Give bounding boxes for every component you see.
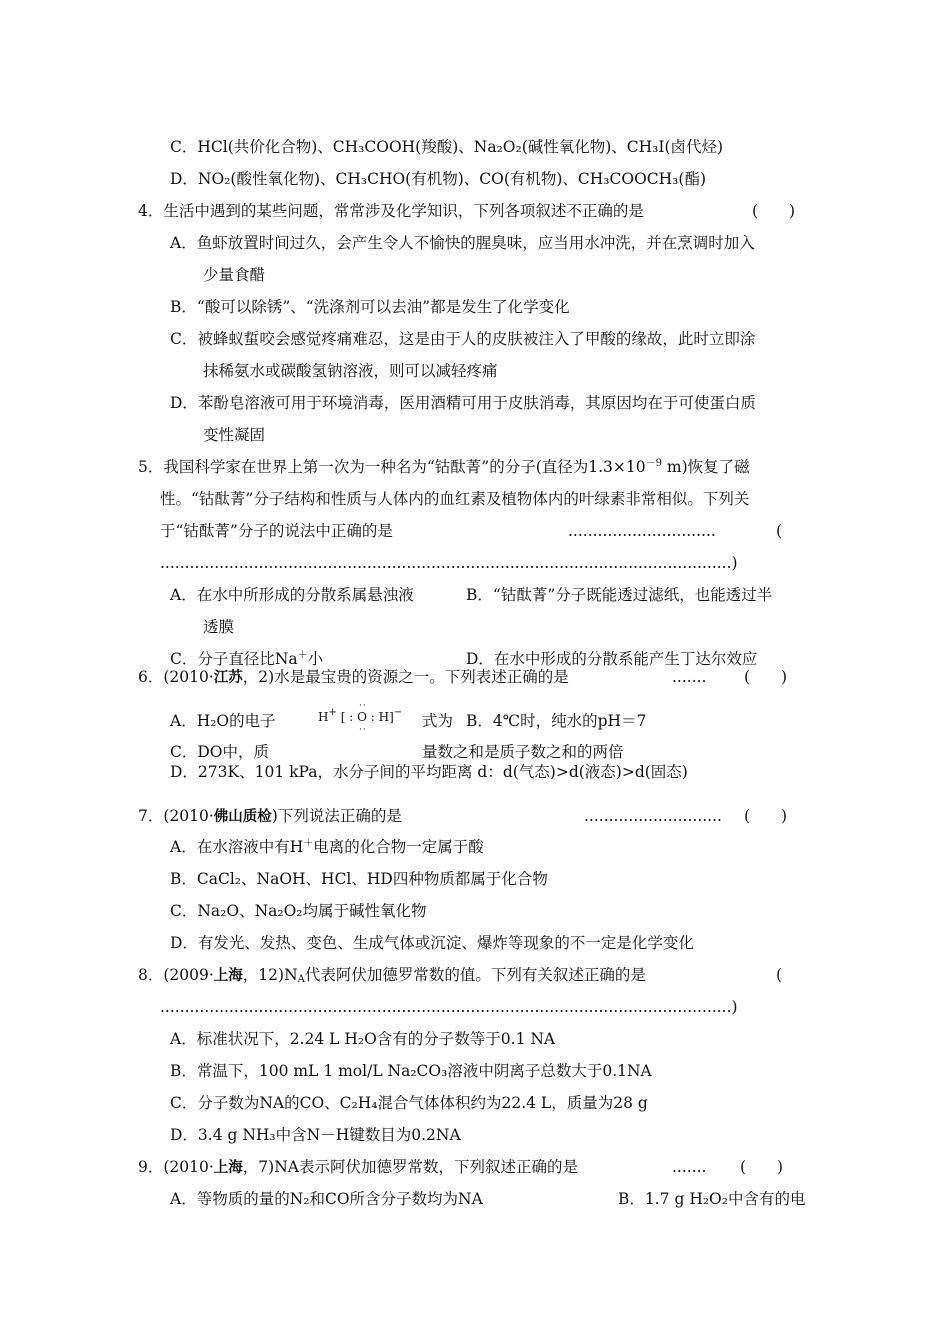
question-6-option-c-pre: C．DO中，质 xyxy=(170,743,269,761)
question-9-option-b: B．1.7 g H₂O₂中含有的电 xyxy=(618,1190,806,1208)
option-3c: C．HCl(共价化合物)、CH₃COOH(羧酸)、Na₂O₂(碱性氧化物)、CH₃I(卤代烃) xyxy=(170,138,724,156)
h-ion: H+ xyxy=(318,707,337,724)
question-6-answer-paren: ( ) xyxy=(744,668,788,686)
option-3d: D．NO₂(酸性氧化物)、CH₃CHO(有机物)、CO(有机物)、CH₃COOCH₃(酯) xyxy=(170,170,706,188)
question-5-dots: .............................. xyxy=(568,522,716,540)
question-5-option-a: A．在水中所形成的分散系属悬浊液 xyxy=(170,586,414,604)
question-8-paren-open: ( xyxy=(776,966,783,984)
question-5-option-d: D．在水中形成的分散系能产生丁达尔效应 xyxy=(466,650,758,668)
question-4-option-a: A．鱼虾放置时间过久，会产生令人不愉快的腥臭味，应当用水冲洗，并在烹调时加入 xyxy=(170,234,755,252)
question-4-option-d-cont: 变性凝固 xyxy=(203,426,266,444)
bracket-left: [ xyxy=(340,710,346,724)
question-5-stem-line3: 于“钴酞菁”分子的说法中正确的是 xyxy=(160,522,393,540)
hydrogen: H xyxy=(378,710,390,724)
question-9-answer-paren: ( ) xyxy=(740,1158,784,1176)
question-4-option-a-cont: 少量食醋 xyxy=(203,266,266,284)
question-7-option-d: D．有发光、发热、变色、生成气体或沉淀、爆炸等现象的不一定是化学变化 xyxy=(170,934,694,952)
question-7-answer-paren: ( ) xyxy=(744,807,788,825)
question-7-option-a: A．在水溶液中有H＋电离的化合物一定属于酸 xyxy=(170,838,484,856)
question-8-option-d: D．3.4 g NH₃中含N－H键数目为0.2NA xyxy=(170,1126,461,1144)
question-7-dots: ............................ xyxy=(584,807,722,825)
question-8-option-c: C．分子数为NA的CO、C₂H₄混合气体体积约为22.4 L，质量为28 g xyxy=(170,1094,648,1112)
colon-left: : xyxy=(349,710,354,724)
question-4-option-b: B．“酸可以除锈”、“洗涤剂可以去油”都是发生了化学变化 xyxy=(170,298,570,316)
question-5-option-b-cont: 透膜 xyxy=(203,618,235,636)
question-6-option-b: B．4℃时，纯水的pH＝7 xyxy=(466,712,647,730)
electron-formula-image xyxy=(318,701,403,735)
question-6-dots: ....... xyxy=(672,668,707,686)
question-8-option-b: B．常温下，100 mL 1 mol/L Na₂CO₃溶液中阴离子总数大于0.1NA xyxy=(170,1062,652,1080)
oxygen: O xyxy=(357,710,367,724)
question-6-stem: 6．(2010·江苏，2)水是最宝贵的资源之一。下列表述正确的是 xyxy=(138,668,569,686)
question-6-option-d: D．273K、101 kPa，水分子间的平均距离 d：d(气态)>d(液态)>d(固态) xyxy=(170,763,688,781)
question-5-option-b: B．“钴酞菁”分子既能透过滤纸，也能透过半 xyxy=(466,586,773,604)
question-9-dots: ....... xyxy=(672,1158,707,1176)
charge-minus: − xyxy=(393,707,403,718)
question-4-option-c-cont: 抹稀氨水或碳酸氢钠溶液，则可以减轻疼痛 xyxy=(203,362,498,380)
lone-pair-top: ·· xyxy=(359,701,367,711)
question-6-option-a-post: 式为 xyxy=(422,712,454,730)
question-9-option-a: A．等物质的量的N₂和CO所含分子数均为NA xyxy=(170,1190,483,1208)
lone-pair-bottom: ·· xyxy=(359,725,367,735)
question-8-option-a: A．标准状况下，2.24 L H₂O含有的分子数等于0.1 NA xyxy=(170,1030,556,1048)
question-5-dots-line: ....................................................................................................................) xyxy=(160,554,738,572)
question-6-option-c-post: 量数之和是质子数之和的两倍 xyxy=(422,743,624,761)
question-7-stem: 7．(2010·佛山质检)下列说法正确的是 xyxy=(138,807,402,825)
bracket-right: ] xyxy=(389,710,394,724)
colon-right: : xyxy=(370,710,375,724)
question-4-option-c: C．被蜂蚁蜇咬会感觉疼痛难忍，这是由于人的皮肤被注入了甲酸的缘故，此时立即涂 xyxy=(170,330,756,348)
question-8-dots-line: ....................................................................................................................) xyxy=(160,998,738,1016)
question-4-answer-paren: ( ) xyxy=(752,202,796,220)
question-9-stem: 9．(2010·上海，7)NA表示阿伏加德罗常数，下列叙述正确的是 xyxy=(138,1158,578,1176)
question-5-option-c: C．分子直径比Na＋小 xyxy=(170,650,324,668)
question-8-stem: 8．(2009·上海，$12)N_A$代表阿伏加德罗常数的值。下列有关叙述正确的是 xyxy=(138,966,646,985)
question-6-option-a-pre: A．H₂O的电子 xyxy=(170,712,276,730)
question-4-option-d: D．苯酚皂溶液可用于环境消毒，医用酒精可用于皮肤消毒，其原因均在于可使蛋白质 xyxy=(170,394,756,412)
question-4-stem: 4．生活中遇到的某些问题，常常涉及化学知识，下列各项叙述不正确的是 xyxy=(138,202,644,220)
question-7-option-c: C．Na₂O、Na₂O₂均属于碱性氧化物 xyxy=(170,902,427,920)
question-5-paren-open: ( xyxy=(776,522,783,540)
question-5-stem-line1: 5．我国科学家在世界上第一次为一种名为“钴酞菁”的分子(直径为$1.3\times 10^{-9}$ m)恢复了磁 xyxy=(138,458,750,476)
question-7-option-b: B．CaCl₂、NaOH、HCl、HD四种物质都属于化合物 xyxy=(170,870,548,888)
question-5-stem-line2: 性。“钴酞菁”分子结构和性质与人体内的血红素及植物体内的叶绿素非常相似。下列关 xyxy=(160,490,750,508)
